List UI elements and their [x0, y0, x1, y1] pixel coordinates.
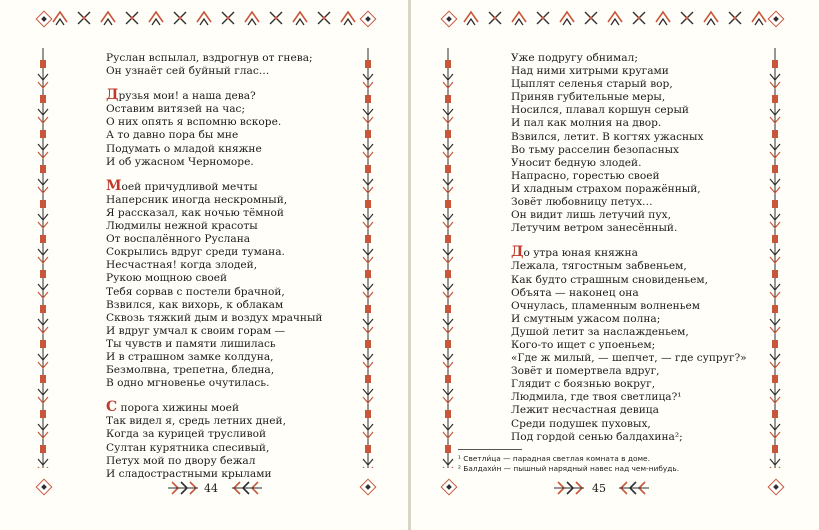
poem-line	[511, 391, 747, 404]
poem-line-text: оей причудливой мечты	[121, 180, 258, 193]
poem-line	[106, 468, 322, 481]
poem-line-text: Объята — наконец она	[511, 286, 639, 299]
ornament-motif-icon	[633, 12, 645, 24]
poem-line-text: Людмилы нежной красоты	[106, 220, 258, 233]
poem-line-text: Тебя сорвав с постели брачной,	[106, 285, 285, 298]
poem-line	[511, 352, 747, 365]
poem-line	[106, 428, 322, 441]
poem-line	[511, 222, 747, 235]
poem-line-text: И об ужасном Черноморе.	[106, 155, 254, 168]
ornament-motif-icon	[101, 12, 115, 25]
ornament-motif-icon	[53, 12, 67, 25]
poem-line	[106, 65, 322, 78]
ornament-motif-icon	[341, 12, 355, 25]
side-border-ornament	[768, 48, 782, 468]
ornament-motif-icon	[245, 12, 259, 25]
poem-line-text: И пал как молния на двор.	[511, 117, 662, 130]
poem-line	[511, 209, 747, 222]
poem-line	[106, 87, 322, 104]
poem-line	[106, 143, 322, 156]
poem-line	[511, 117, 747, 130]
footnote-2: ² Балдахи́н — пышный нарядный навес над чем-нибудь.	[458, 464, 680, 473]
poem-line-text: Султан курятника спесивый,	[106, 441, 270, 454]
side-border-ornament	[441, 48, 455, 468]
poem-line-text: Уже подругу обнимал;	[511, 52, 638, 64]
ornament-motif-icon	[752, 12, 766, 25]
poem-line-text: Сокрылись вдруг среди тумана.	[106, 246, 285, 259]
ornament-motif-icon	[537, 12, 549, 24]
ornament-motif-icon	[729, 12, 741, 24]
poem-line	[106, 286, 322, 299]
poem-line-text: Лежала, тягостным забвеньем,	[511, 260, 687, 273]
poem-line	[106, 156, 322, 169]
poem-line	[106, 259, 322, 272]
drop-capital: С	[106, 399, 118, 416]
poem-line-text: Несчастная! когда злодей,	[106, 259, 258, 272]
ornament-motif-icon	[318, 12, 330, 24]
top-ornament-left	[48, 6, 360, 30]
poem-line-text: И вдруг умчал к своим горам —	[106, 324, 286, 337]
ornament-motif-icon	[608, 12, 622, 25]
poem-line-text: Носился, плавал коршун серый	[511, 104, 689, 117]
ornament-motif-icon	[222, 12, 234, 24]
poem-line-text: Среди подушек пуховых,	[511, 417, 651, 430]
poem-line-text: рузья мои! а наша дева?	[118, 90, 256, 103]
ornament-motif-icon	[704, 12, 718, 25]
poem-line	[511, 144, 747, 157]
poem-line-text: Рукою мощною своей	[106, 272, 228, 285]
top-ornament-right	[459, 6, 771, 30]
poem-line-text: Безмолвна, трепетна, бледна,	[106, 364, 275, 377]
poem-line	[511, 365, 747, 378]
poem-line	[511, 260, 747, 273]
poem-line	[511, 404, 747, 417]
poem-line	[511, 104, 747, 117]
poem-line	[106, 129, 322, 142]
ornament-motif-icon	[78, 12, 90, 24]
ornament-motif-icon	[149, 12, 163, 25]
poem-line-text: Взвился, летит. В когтях ужасных	[511, 130, 704, 143]
arrow-ornament-icon	[230, 477, 264, 499]
poem-line	[106, 177, 322, 194]
left-page-poem	[106, 52, 322, 493]
stanza	[106, 52, 322, 78]
poem-line	[511, 300, 747, 313]
poem-line	[511, 378, 747, 391]
ornament-motif-icon	[512, 12, 526, 25]
poem-line	[106, 399, 322, 416]
poem-line	[511, 339, 747, 352]
arrow-ornament-icon	[166, 477, 200, 499]
stanza	[511, 52, 747, 235]
poem-line-text: Цыплят селенья старый вор,	[511, 78, 673, 91]
poem-line-text: Зовёт и помертвела вдруг,	[511, 365, 660, 378]
poem-line	[106, 338, 322, 351]
poem-line-text: Над ними хитрыми кругами	[511, 65, 669, 78]
poem-line-text: Петух мой по двору бежал	[106, 454, 256, 467]
ornament-motif-icon	[174, 12, 186, 24]
poem-line-text: Уносит бедную злодей.	[511, 156, 642, 169]
ornament-motif-icon	[126, 12, 138, 24]
poem-line	[511, 313, 747, 326]
poem-line-text: И смутным ужасом полна;	[511, 312, 661, 325]
poem-line	[511, 431, 747, 444]
poem-line	[106, 233, 322, 246]
poem-line	[106, 455, 322, 468]
stanza	[106, 177, 323, 391]
poem-line-text: А то давно пора бы мне	[106, 129, 239, 142]
poem-line-text: порога хижины моей	[117, 402, 240, 415]
footnote-1: ¹ Светли́ца — парадная светлая комната в доме.	[458, 454, 650, 463]
poem-line	[511, 91, 747, 104]
poem-line-text: Подумать о младой княжне	[106, 142, 262, 155]
poem-line	[106, 207, 322, 220]
poem-line-text: И хладным страхом поражённый,	[511, 182, 701, 195]
poem-line-text: Оставим витязей на час;	[106, 103, 246, 116]
poem-line-text: Людмила, где твоя светлица?¹	[511, 391, 682, 404]
poem-line	[511, 157, 747, 170]
ornament-motif-icon	[656, 12, 670, 25]
poem-line	[511, 418, 747, 431]
drop-capital: Д	[511, 244, 524, 261]
poem-line-text: И в страшном замке колдуна,	[106, 350, 274, 363]
ornament-motif-icon	[560, 12, 574, 25]
poem-line	[106, 299, 322, 312]
poem-line-text: Напрасно, горестью своей	[511, 169, 660, 182]
side-border-ornament	[361, 48, 375, 468]
poem-line	[106, 377, 322, 390]
ornament-motif-icon	[464, 12, 478, 25]
drop-capital: М	[106, 177, 122, 194]
poem-line	[511, 170, 747, 183]
ornament-motif-icon	[197, 12, 211, 25]
poem-line	[511, 274, 747, 287]
poem-line-text: О них опять я вспомню вскоре.	[106, 116, 282, 129]
poem-line	[106, 325, 322, 338]
poem-line-text: Он видит лишь летучий пух,	[511, 209, 671, 222]
poem-line-text: От воспалённого Руслана	[106, 233, 251, 246]
poem-line-text: Сквозь тяжкий дым и воздух мрачный	[106, 311, 323, 324]
ornament-motif-icon	[270, 12, 282, 24]
stanza	[511, 244, 747, 443]
poem-line-text: Приняв губительные меры,	[511, 91, 666, 104]
poem-line-text: Кого-то ищет с упоеньем;	[511, 338, 656, 351]
poem-line	[106, 194, 322, 207]
poem-line-text: Так видел я, средь летних дней,	[106, 415, 286, 428]
poem-line-text: Летучим ветром занесённый.	[511, 222, 678, 235]
ornament-motif-icon	[293, 12, 307, 25]
poem-line	[106, 52, 322, 65]
ornament-motif-icon	[681, 12, 693, 24]
poem-line-text: Лежит несчастная девица	[511, 404, 659, 417]
poem-line	[106, 442, 322, 455]
poem-line	[511, 78, 747, 91]
poem-line	[106, 220, 322, 233]
poem-line	[511, 287, 747, 300]
poem-line-text: Взвился, как вихорь, к облакам	[106, 298, 284, 311]
poem-line-text: Очнулась, пламенным волненьем	[511, 299, 700, 312]
poem-line	[106, 103, 322, 116]
stanza	[106, 399, 322, 481]
poem-line-text: Когда за курицей трусливой	[106, 428, 267, 441]
poem-line-text: Во тьму расселин безопасных	[511, 143, 680, 156]
poem-line-text: Я рассказал, как ночью тёмной	[106, 206, 284, 219]
poem-line	[511, 326, 747, 339]
poem-line	[511, 183, 747, 196]
poem-line	[106, 116, 322, 129]
poem-line-text: Как будто страшным сновиденьем,	[511, 273, 708, 286]
poem-line-text: Глядит с боязнью вокруг,	[511, 378, 656, 391]
poem-line	[511, 65, 747, 78]
poem-line	[106, 351, 322, 364]
ornament-motif-icon	[585, 12, 597, 24]
poem-line-text: Наперсник иногда нескромный,	[106, 193, 288, 206]
footnote-rule	[458, 449, 522, 450]
poem-line	[511, 196, 747, 209]
poem-line-text: Руслан вспылал, вздрогнув от гнева;	[106, 52, 313, 64]
poem-line	[511, 131, 747, 144]
page-number-right: 45	[592, 482, 606, 495]
poem-line-text: «Где ж милый, — шепчет, — где супруг?»	[511, 352, 747, 365]
poem-line	[106, 312, 322, 325]
arrow-ornament-icon	[552, 477, 586, 499]
ornament-motif-icon	[489, 12, 501, 24]
poem-line-text: Душой летит за наслажденьем,	[511, 325, 689, 338]
poem-line-text: Зовёт любовницу петух…	[511, 196, 653, 209]
poem-line	[106, 415, 322, 428]
drop-capital: Д	[106, 87, 119, 104]
arrow-ornament-icon	[617, 477, 651, 499]
poem-line	[511, 244, 747, 261]
poem-line	[106, 364, 322, 377]
poem-line	[106, 246, 322, 259]
poem-line-text: В одно мгновенье очутилась.	[106, 377, 270, 390]
poem-line-text: Ты чувств и памяти лишилась	[106, 337, 276, 350]
poem-line-text: Под гордой сенью балдахина²;	[511, 430, 683, 443]
poem-line-text: о утра юная княжна	[523, 247, 638, 260]
poem-line	[106, 272, 322, 285]
stanza	[106, 87, 322, 169]
poem-line	[511, 52, 747, 65]
right-page-poem	[511, 52, 747, 456]
side-border-ornament	[36, 48, 50, 468]
poem-line-text: И сладострастными крылами	[106, 467, 272, 480]
page-number-left: 44	[204, 482, 218, 495]
poem-line-text: Он узнаёт сей буйный глас…	[106, 65, 270, 78]
